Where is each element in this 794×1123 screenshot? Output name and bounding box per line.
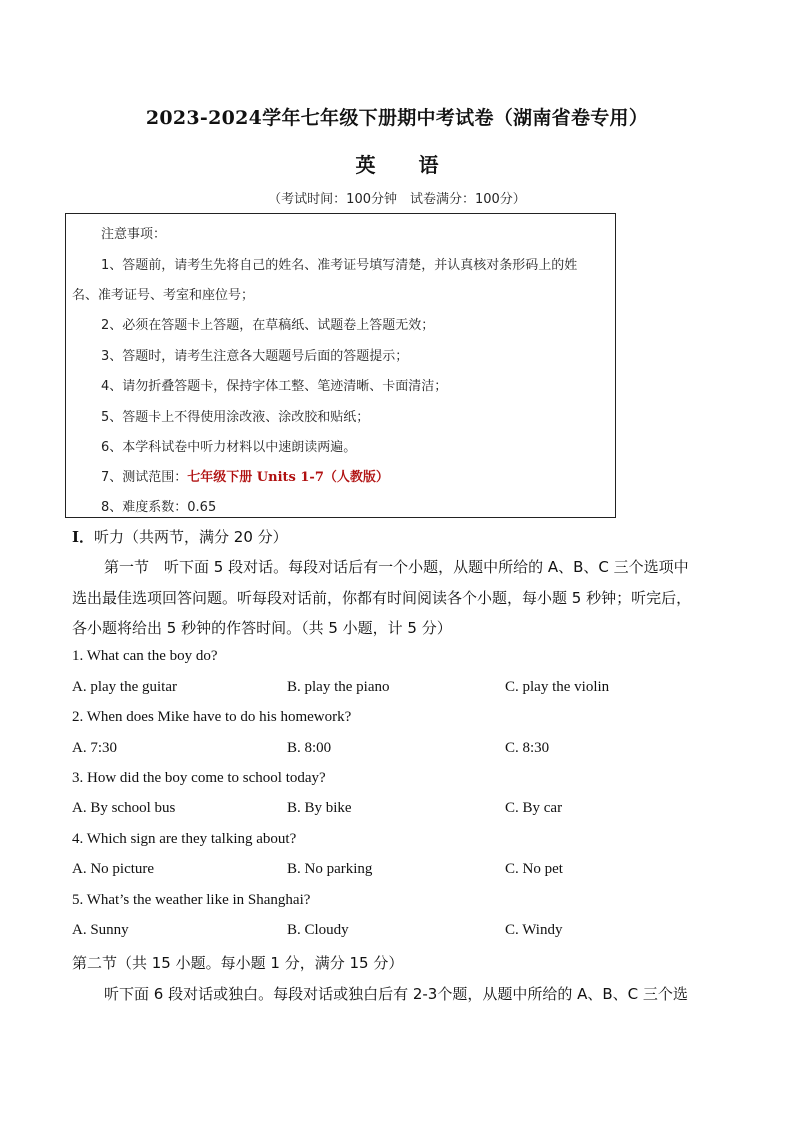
notice-scope — [101, 466, 389, 485]
scope-label: 7、测试范围： — [101, 470, 188, 485]
question-2: 2. When does Mike have to do his homework? — [72, 709, 352, 725]
option-a: A. play the guitar — [72, 679, 177, 695]
notice-difficulty: 8、难度系数：0.65 — [101, 500, 217, 515]
option-b: B. 8:00 — [287, 740, 332, 756]
option-a: A. By school bus — [72, 800, 176, 816]
notice-item: 6、本学科试卷中听力材料以中速朗读两遍。 — [101, 440, 357, 455]
notice-item: 4、请勿折叠答题卡，保持字体工整、笔迹清晰、卡面清洁； — [101, 379, 448, 394]
question-4: 4. Which sign are they talking about? — [72, 831, 297, 847]
option-b: B. No parking — [287, 861, 373, 877]
option-b: B. By bike — [287, 800, 352, 816]
option-a: A. Sunny — [72, 922, 129, 938]
notice-item: 5、答题卡上不得使用涂改液、涂改胶和贴纸； — [101, 410, 370, 425]
part2-heading: 第二节（共 15 小题。每小题 1 分，满分 15 分） — [72, 954, 404, 972]
section-heading-text: 听力（共两节，满分 20 分） — [94, 528, 288, 546]
part1-intro-line: 第一节 听下面 5 段对话。每段对话后有一个小题，从题中所给的 A、B、C 三个选项中 — [104, 558, 689, 576]
part2-intro: 听下面 6 段对话或独白。每段对话或独白后有 2-3个题，从题中所给的 A、B、C 三个选 — [104, 985, 688, 1003]
option-c: C. 8:30 — [505, 740, 550, 756]
option-c: C. No pet — [505, 861, 563, 877]
question-5: 5. What’s the weather like in Shanghai? — [72, 892, 311, 908]
scope-value: 七年级下册 Units 1-7（人教版） — [187, 470, 389, 485]
part1-intro-line: 各小题将给出 5 秒钟的作答时间。（共 5 小题，计 5 分） — [72, 619, 452, 637]
option-b: B. Cloudy — [287, 922, 349, 938]
question-1: 1. What can the boy do? — [72, 648, 218, 664]
notice-item: 2、必须在答题卡上答题，在草稿纸、试题卷上答题无效； — [101, 318, 435, 333]
notice-box — [65, 213, 616, 518]
section-number: I． — [72, 528, 95, 546]
exam-title: 2023-2024学年七年级下册期中考试卷（湖南省卷专用） — [145, 107, 649, 129]
exam-info: （考试时间：100分钟 试卷满分：100分） — [268, 192, 526, 207]
option-c: C. play the violin — [505, 679, 610, 695]
part1-intro-line: 选出最佳选项回答问题。听每段对话前，你都有时间阅读各个小题，每小题 5 秒钟；听完后， — [72, 589, 692, 607]
notice-item: 1、答题前，请考生先将自己的姓名、准考证号填写清楚，并认真核对条形码上的姓 — [101, 258, 578, 273]
notice-heading: 注意事项： — [101, 227, 167, 242]
question-3: 3. How did the boy come to school today? — [72, 770, 326, 786]
option-c: C. By car — [505, 800, 563, 816]
subject-title: 英 语 — [355, 153, 457, 177]
option-c: C. Windy — [505, 922, 563, 938]
notice-item: 3、答题时，请考生注意各大题题号后面的答题提示； — [101, 349, 409, 364]
section-heading — [72, 526, 288, 547]
option-a: A. 7:30 — [72, 740, 117, 756]
notice-item: 名、准考证号、考室和座位号； — [72, 288, 255, 303]
option-b: B. play the piano — [287, 679, 390, 695]
option-a: A. No picture — [72, 861, 155, 877]
